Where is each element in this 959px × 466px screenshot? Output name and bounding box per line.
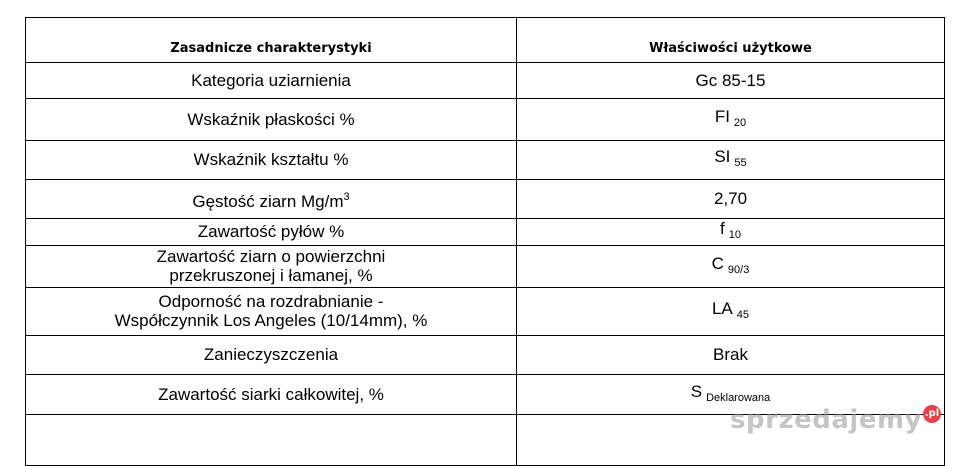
row-value [517, 141, 945, 180]
row-value: Gc 85-15 [517, 63, 945, 99]
value-subscript: Deklarowana [706, 391, 771, 404]
label-superscript: 3 [343, 190, 350, 203]
row-value [517, 246, 945, 288]
row-value [517, 219, 945, 246]
watermark-logo [730, 405, 941, 435]
characteristics-table [25, 17, 945, 466]
value-subscript: 55 [734, 157, 747, 169]
watermark-text: sprzedajemy [730, 405, 922, 435]
label-text: Gęstość ziarn Mg/m [192, 191, 344, 211]
value-subscript: 20 [733, 116, 747, 129]
value-subscript: 10 [728, 229, 741, 241]
table-row [26, 288, 945, 336]
row-value: Brak [517, 336, 945, 375]
row-label [26, 180, 517, 219]
value-symbol: C [711, 253, 724, 273]
row-label [26, 288, 517, 336]
table-row [26, 99, 945, 141]
label-line-1: Odporność na rozdrabnianie - [158, 292, 384, 311]
row-label: Zanieczyszczenia [26, 336, 517, 375]
table-row [26, 336, 945, 375]
table-row [26, 141, 945, 180]
row-value: 2,70 [517, 180, 945, 219]
row-label: Kategoria uziarnienia [26, 63, 517, 99]
value-symbol: FI [714, 106, 730, 126]
header-characteristics: Zasadnicze charakterystyki [26, 18, 517, 63]
table-header-row [26, 18, 945, 63]
value-symbol: f [720, 219, 725, 238]
table-row [26, 180, 945, 219]
label-line-1: Zawartość ziarn o powierzchni [156, 247, 386, 266]
value-symbol: SI [714, 147, 731, 166]
row-label: Zawartość pyłów % [26, 219, 517, 246]
row-value [517, 288, 945, 336]
row-label: Wskaźnik kształtu % [26, 141, 517, 180]
value-symbol: S [690, 381, 703, 401]
header-performance: Właściwości użytkowe [517, 18, 945, 63]
watermark-badge: .pl [923, 405, 941, 423]
label-line-2: przekruszonej i łamanej, % [169, 266, 373, 285]
row-label: Zawartość siarki całkowitej, % [26, 375, 517, 415]
value-symbol: LA [711, 298, 733, 318]
value-subscript: 45 [736, 308, 750, 321]
value-subscript: 90/3 [727, 263, 750, 276]
row-label [26, 415, 517, 466]
table-row [26, 63, 945, 99]
row-value [517, 99, 945, 141]
row-label [26, 246, 517, 288]
label-line-2: Współczynnik Los Angeles (10/14mm), % [114, 311, 428, 330]
row-label: Wskaźnik płaskości % [26, 99, 517, 141]
table-row [26, 219, 945, 246]
table-row [26, 246, 945, 288]
